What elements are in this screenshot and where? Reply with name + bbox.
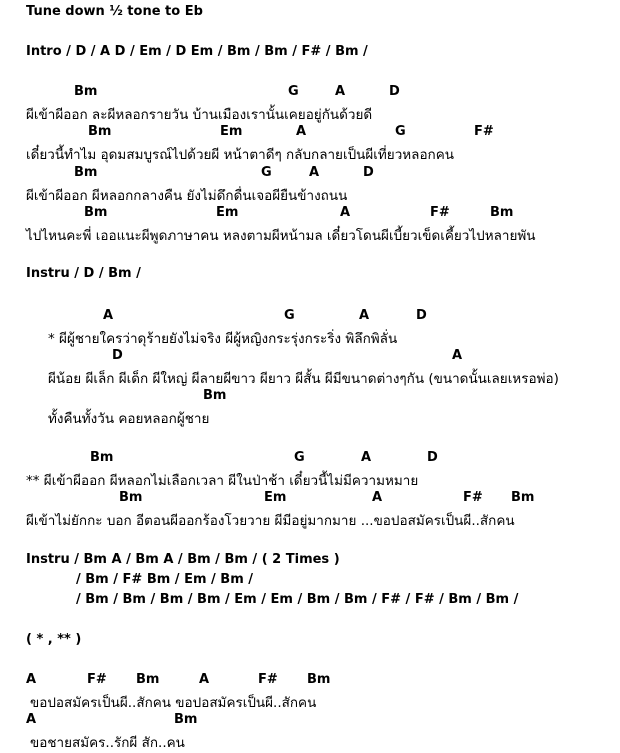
chord-label: D [112,348,123,363]
chord-label: G [395,124,406,139]
chord-row [0,712,620,730]
lyric-line: ไปไหนคะพี่ เออแนะผีพูดภาษาคน หลงตามผีหน้ามล เดี๋ยวโดนผีเบี้ยวเข็ดเคี้ยวไปหลายพัน [26,228,536,244]
lyric-line: ผีเข้าไม่ยักกะ บอก อีตอนผีออกร้องโวยวาย ผีมีอยู่มากมาย ...ขอปอสมัครเป็นผี..สักคน [26,513,515,529]
chord-label: F# [258,672,278,687]
chord-label: A [103,308,114,323]
chord-label: D [363,165,374,180]
lyric-line: ขอปอสมัครเป็นผี..สักคน ขอปอสมัครเป็นผี..สักคน [30,695,317,711]
chord-label: A [340,205,351,220]
chord-label: A [296,124,307,139]
chord-row [0,490,620,508]
chord-label: G [284,308,295,323]
chord-label: G [288,84,299,99]
repeat-marker: ( * , ** ) [26,632,82,647]
chord-row [0,165,620,183]
chord-label: G [294,450,305,465]
chord-label: D [389,84,400,99]
chord-label: A [26,672,37,687]
lyric-line: ผีเข้าผีออก ผีหลอกกลางคืน ยังไม่ดึกดื่นเจอผียืนข้างถนน [26,188,348,204]
chord-row [0,348,620,366]
chord-label: Bm [511,490,535,505]
chord-label: Em [220,124,243,139]
chord-row [0,388,620,406]
lyric-line: ทั้งคืนทั้งวัน คอยหลอกผู้ชาย [48,411,210,427]
instru-progression: / Bm / F# Bm / Em / Bm / [76,572,254,587]
chord-label: Bm [74,165,98,180]
chord-row [0,450,620,468]
chord-row [0,84,620,102]
chord-label: Bm [174,712,198,727]
chord-label: Bm [136,672,160,687]
chord-label: F# [474,124,494,139]
chord-label: A [359,308,370,323]
lyric-line: ผีเข้าผีออก ละผีหลอกรายวัน บ้านเมืองเรานั้นเคยอยู่กันด้วยดี [26,107,373,123]
chord-label: A [199,672,210,687]
lyric-line: เดี๋ยวนี้ทำไม อุดมสมบูรณ์ไปด้วยผี หน้าตาดีๆ กลับกลายเป็นผีเที่ยวหลอกคน [26,147,454,163]
intro-progression: Intro / D / A D / Em / D Em / Bm / Bm / F# / Bm / [26,44,368,59]
chord-label: G [261,165,272,180]
chord-label: F# [430,205,450,220]
chord-label: Bm [74,84,98,99]
instru-progression: / Bm / Bm / Bm / Bm / Em / Em / Bm / Bm / F# / F# / Bm / Bm / [76,592,519,607]
instru-progression: Instru / D / Bm / [26,266,141,281]
lyric-line: ผีน้อย ผีเล็ก ผีเด็ก ผีใหญ่ ผีลายผีขาว ผียาว ผีสั้น ผีมีขนาดต่างๆกัน (ขนาดนั้นเลยเหรอพ่อ) [48,371,559,387]
chord-row [0,124,620,142]
lyric-line: * ผีผู้ชายใครว่าดุร้ายยังไม่จริง ผีผู้หญิงกระรุ่งกระริ่ง พิลึกพิลั่น [48,331,398,347]
chord-row [0,205,620,223]
chord-row [0,672,620,690]
chord-label: Bm [90,450,114,465]
chord-label: Em [264,490,287,505]
chord-label: A [361,450,372,465]
chord-label: A [309,165,320,180]
chord-label: D [416,308,427,323]
lyric-line: ขอชายสมัคร..รักผี สัก..คน [30,735,185,751]
lyric-line: ** ผีเข้าผีออก ผีหลอกไม่เลือกเวลา ผีในป่าช้า เดี๋ยวนี้ไม่มีความหมาย [26,473,419,489]
chord-label: Bm [119,490,143,505]
chord-label: Bm [203,388,227,403]
chord-label: Bm [490,205,514,220]
chord-label: Bm [88,124,112,139]
chord-label: F# [463,490,483,505]
chord-label: Bm [84,205,108,220]
chord-label: A [372,490,383,505]
chord-label: D [427,450,438,465]
chord-label: A [26,712,37,727]
chord-row [0,308,620,326]
chord-label: Bm [307,672,331,687]
chord-label: A [335,84,346,99]
chord-label: Em [216,205,239,220]
tuning-note: Tune down ½ tone to Eb [26,4,203,19]
chord-label: A [452,348,463,363]
instru-progression: Instru / Bm A / Bm A / Bm / Bm / ( 2 Times ) [26,552,340,567]
chord-label: F# [87,672,107,687]
